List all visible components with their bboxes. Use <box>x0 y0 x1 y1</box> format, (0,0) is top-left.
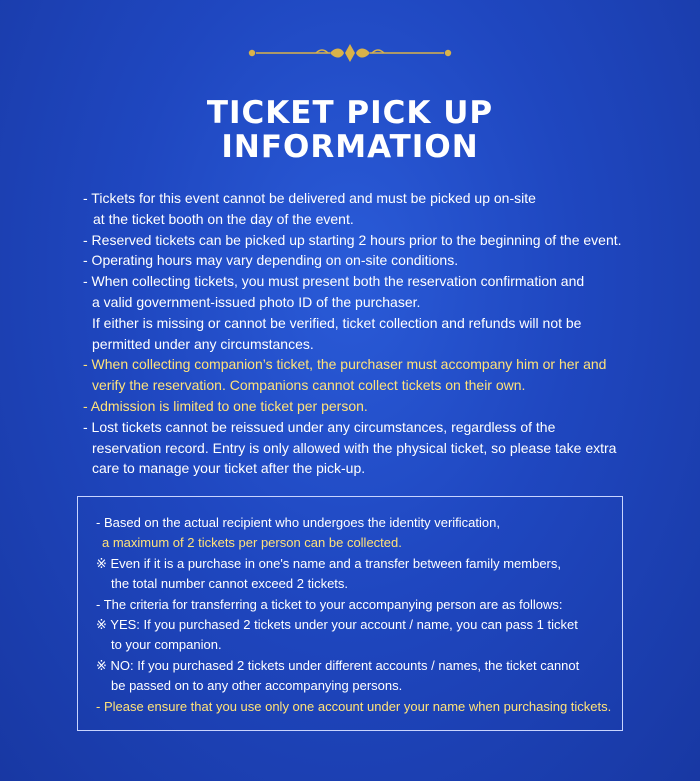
box-line: ※ YES: If you purchased 2 tickets under your account / name, you can pass 1 ticket <box>96 617 578 633</box>
note-line: - Lost tickets cannot be reissued under any circumstances, regardless of the <box>83 418 556 435</box>
box-line-highlight: - Please ensure that you use only one account under your name when purchasing tickets. <box>96 698 612 714</box>
note-line-highlight: verify the reservation. Companions cannot collect tickets on their own. <box>92 377 526 394</box>
box-line: ※ NO: If you purchased 2 tickets under different accounts / names, the ticket cannot <box>96 657 580 673</box>
note-line: If either is missing or cannot be verified, ticket collection and refunds will not be <box>92 314 582 331</box>
note-line-highlight: - When collecting companion’s ticket, the purchaser must accompany him or her and <box>83 356 607 373</box>
note-line: care to manage your ticket after the pick-up. <box>92 460 366 477</box>
note-line: a valid government-issued photo ID of the purchaser. <box>92 293 421 310</box>
box-line: to your companion. <box>111 637 222 653</box>
box-line: the total number cannot exceed 2 tickets. <box>111 576 349 592</box>
note-line: - Reserved tickets can be picked up starting 2 hours prior to the beginning of the event. <box>83 231 622 248</box>
note-line: - Operating hours may vary depending on on-site conditions. <box>83 252 459 269</box>
note-line: - Tickets for this event cannot be delivered and must be picked up on-site <box>83 190 536 206</box>
box-line: ※ Even if it is a purchase in one's name and a transfer between family members, <box>96 555 561 571</box>
page-title-line-2: INFORMATION <box>221 129 479 165</box>
box-line: be passed on to any other accompanying persons. <box>111 678 403 694</box>
note-line: - When collecting tickets, you must present both the reservation confirmation and <box>83 273 585 290</box>
note-line: at the ticket booth on the day of the event. <box>93 210 354 227</box>
box-line: - Based on the actual recipient who undergoes the identity verification, <box>96 515 500 530</box>
page-title-line-1: TICKET PICK UP <box>206 95 494 131</box>
gold-divider-ornament-icon <box>246 42 454 64</box>
ticket-limit-box <box>77 496 623 731</box>
note-line: reservation record. Entry is only allowed with the physical ticket, so please take extra <box>92 439 617 456</box>
box-line-highlight: a maximum of 2 tickets per person can be collected. <box>102 535 402 551</box>
note-line: permitted under any circumstances. <box>92 335 314 352</box>
note-line-highlight: - Admission is limited to one ticket per person. <box>83 397 368 414</box>
pickup-notes <box>83 188 623 479</box>
box-line: - The criteria for transferring a ticket to your accompanying person are as follows: <box>96 596 563 612</box>
